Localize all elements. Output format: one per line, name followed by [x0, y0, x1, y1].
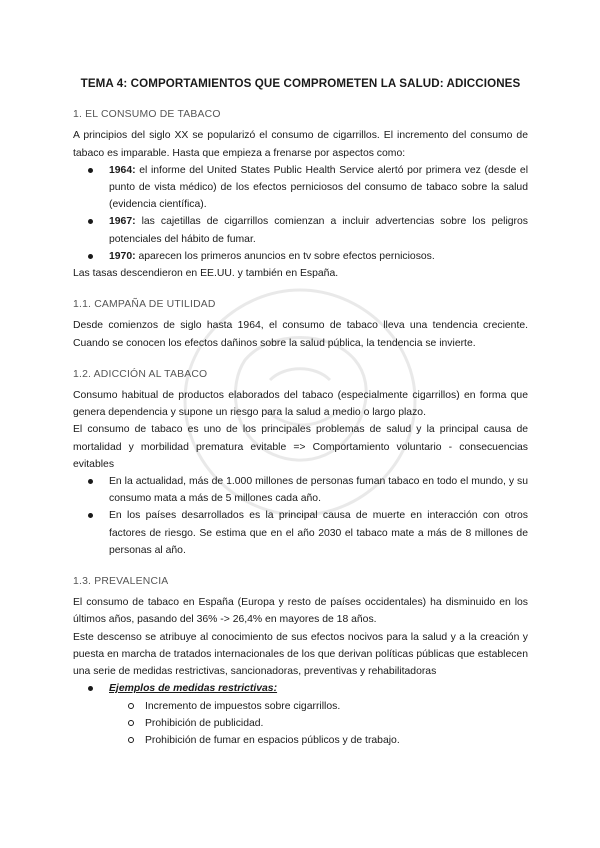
- list-item: En los países desarrollados es la principal causa de muerte en interacción con otros factores de riesgo. Se estima que en el año 2030 el tabaco mate a más de 8 millones de personas al año.: [73, 507, 528, 559]
- list-item: 1964: el informe del United States Public Health Service alertó por primera vez (desde el punto de vista médico) de los efectos perniciosos del consumo de tabaco sobre la salud (evidencia científica).: [73, 162, 528, 214]
- section-heading-consumo: 1. EL CONSUMO DE TABACO: [73, 109, 221, 121]
- bullet-list: [73, 680, 528, 749]
- paragraph: Desde comienzos de siglo hasta 1964, el consumo de tabaco lleva una tendencia creciente. Cuando se conocen los efectos dañinos sobre la salud pública, la tendencia se invierte.: [73, 320, 528, 349]
- sub-list-item: Prohibición de publicidad.: [73, 715, 528, 732]
- paragraph: El consumo de tabaco es uno de los principales problemas de salud y la principal causa de mortalidad y morbilidad prematura evitable => Comportamiento voluntario - consecuencias evitables: [73, 424, 528, 470]
- paragraph: A principios del siglo XX se popularizó el consumo de cigarrillos. El incremento del consumo de tabaco es imparable. Hasta que empieza a frenarse por aspectos como:: [73, 130, 528, 159]
- paragraph: Este descenso se atribuye al conocimiento de sus efectos nocivos para la salud y a la creación y puesta en marcha de tratados internacionales de los que derivan políticas públicas que establecen una serie de medidas restrictivas, sancionadoras, preventivas y rehabilitadoras: [73, 631, 528, 678]
- paragraph: El consumo de tabaco en España (Europa y resto de países occidentales) ha disminuido en los últimos años, pasando del 36% -> 26,4% en mayores de 18 años.: [73, 597, 528, 626]
- list-item: Ejemplos de medidas restrictivas: Incremento de impuestos sobre cigarrillos. Prohibición de publicidad. Prohibición de fumar en espacios públicos y de trabajo.: [73, 680, 528, 749]
- paragraph: Consumo habitual de productos elaborados del tabaco (especialmente cigarrillos) en forma que genera dependencia y supone un riesgo para la salud a medio o largo plazo.: [73, 390, 528, 419]
- page-title: TEMA 4: COMPORTAMIENTOS QUE COMPROMETEN LA SALUD: ADICCIONES: [80, 77, 521, 90]
- list-item: 1970: aparecen los primeros anuncios en tv sobre efectos perniciosos.: [73, 248, 528, 265]
- bullet-list: [73, 162, 528, 265]
- section-heading-adiccion: 1.2. ADICCIÓN AL TABACO: [73, 368, 208, 380]
- list-item: 1967: las cajetillas de cigarrillos comienzan a incluir advertencias sobre los peligros potenciales del hábito de fumar.: [73, 213, 528, 247]
- list-item: En la actualidad, más de 1.000 millones de personas fuman tabaco en todo el mundo, y su consumo mata a más de 5 millones cada año.: [73, 473, 528, 507]
- sub-list-item: Prohibición de fumar en espacios públicos y de trabajo.: [73, 732, 528, 749]
- paragraph: Las tasas descendieron en EE.UU. y también en España.: [73, 268, 339, 280]
- sub-list-item: Incremento de impuestos sobre cigarrillos.: [73, 698, 528, 715]
- section-heading-prevalencia: 1.3. PREVALENCIA: [73, 576, 169, 588]
- bullet-list: [73, 473, 528, 559]
- section-heading-campana: 1.1. CAMPAÑA DE UTILIDAD: [73, 299, 216, 311]
- sub-list: [73, 698, 528, 750]
- document-page: [73, 70, 528, 749]
